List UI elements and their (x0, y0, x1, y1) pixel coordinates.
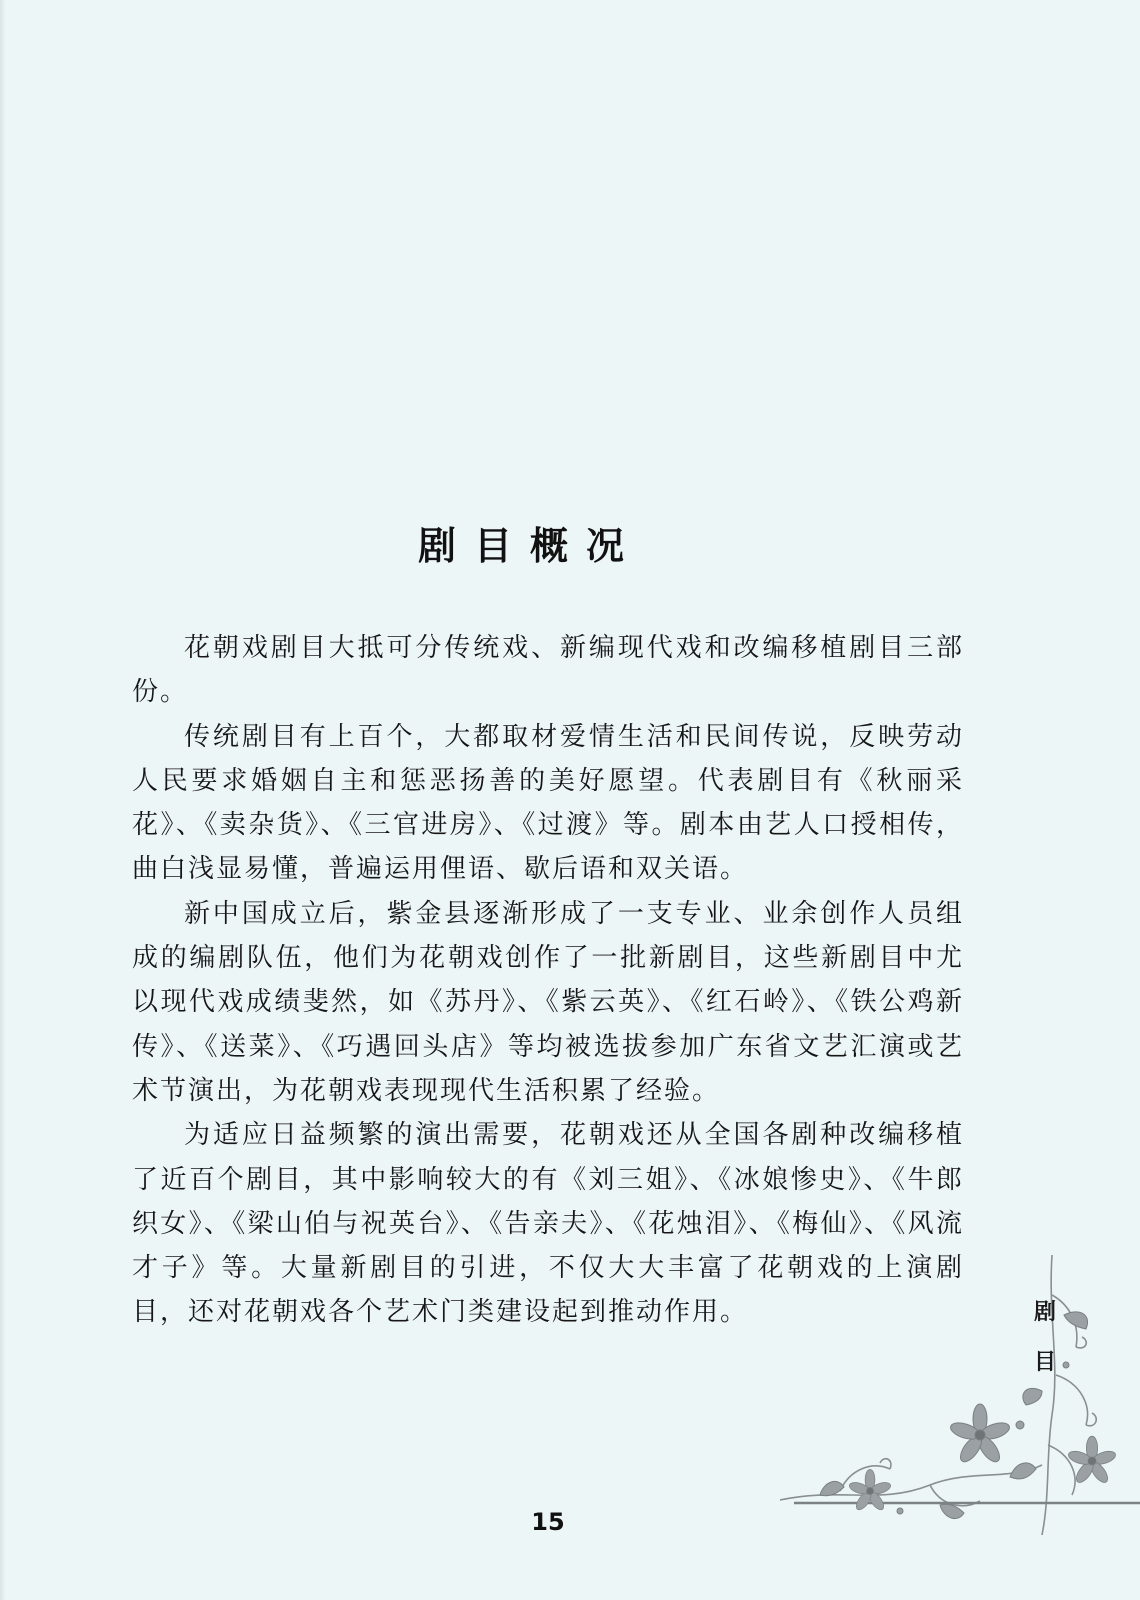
paragraph-2: 传统剧目有上百个，大都取材爱情生活和民间传说，反映劳动人民要求婚姻自主和惩恶扬善的美好愿望。代表剧目有《秋丽采花》、《卖杂货》、《三官进房》、《过渡》等。剧本由艺人口授相传，曲白浅显易懂，普遍运用俚语、歇后语和双关语。 (132, 721, 964, 885)
page-title: 剧目概况 (417, 524, 642, 569)
section-tab: 剧目 (1033, 1300, 1056, 1375)
flower-icon (949, 1404, 1012, 1465)
page-number: 15 (531, 1508, 565, 1536)
body-text (132, 626, 964, 1335)
paragraph-1: 花朝戏剧目大抵可分传统戏、新编现代戏和改编移植剧目三部份。 (132, 633, 964, 708)
page-edge (0, 0, 6, 1600)
paragraph-3: 新中国成立后，紫金县逐渐形成了一支专业、业余创作人员组成的编剧队伍，他们为花朝戏创作了一批新剧目，这些新剧目中尤以现代戏成绩斐然，如《苏丹》、《紫云英》、《红石岭》、《铁公鸡新传》、《送菜》、《巧遇回头店》等均被选拔参加广东省文艺汇演或艺术节演出，为花朝戏表现现代生活积累了经验。 (132, 898, 964, 1106)
floral-ornament (780, 1255, 1140, 1600)
paragraph-4: 为适应日益频繁的演出需要，花朝戏还从全国各剧种改编移植了近百个剧目，其中影响较大的有《刘三姐》、《冰娘惨史》、《牛郎织女》、《梁山伯与祝英台》、《告亲夫》、《花烛泪》、《梅仙》、《风流才子》等。大量新剧目的引进，不仅大大丰富了花朝戏的上演剧目，还对花朝戏各个艺术门类建设起到推动作用。 (132, 1120, 964, 1328)
flower-icon (848, 1469, 892, 1512)
